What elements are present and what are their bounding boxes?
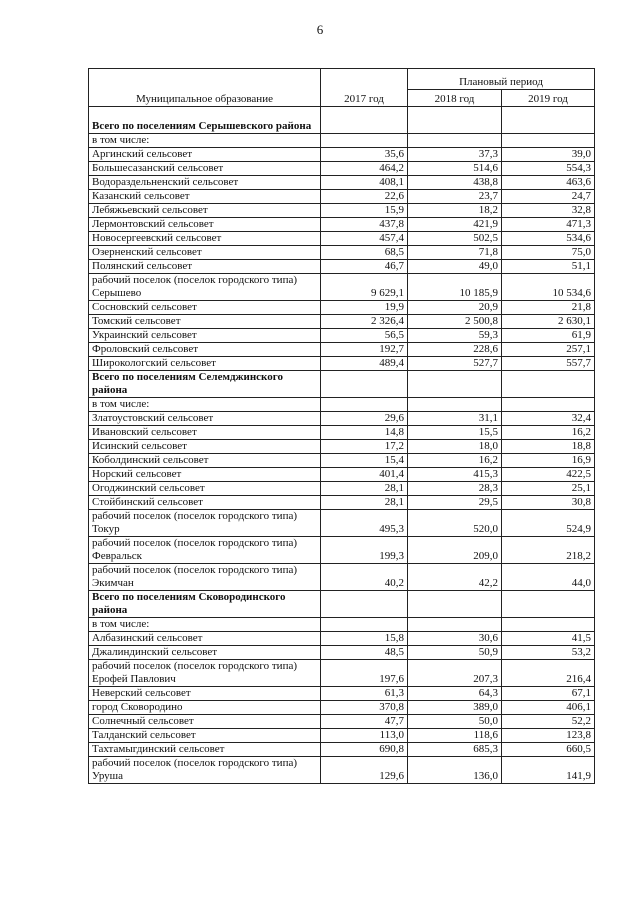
value-2019-cell [502, 371, 595, 398]
table-row [89, 743, 595, 757]
municipality-cell: город Сковородино [89, 701, 321, 715]
table-row [89, 496, 595, 510]
value-2019-cell: 10 534,6 [502, 274, 595, 301]
value-2019-cell: 67,1 [502, 687, 595, 701]
value-2017-cell: 489,4 [321, 357, 408, 371]
table-row [89, 757, 595, 784]
municipality-cell: Албазинский сельсовет [89, 632, 321, 646]
value-2017-cell: 68,5 [321, 246, 408, 260]
value-2018-cell: 10 185,9 [408, 274, 502, 301]
table-row [89, 274, 595, 301]
value-2017-cell: 28,1 [321, 496, 408, 510]
value-2019-cell: 406,1 [502, 701, 595, 715]
value-2017-cell: 56,5 [321, 329, 408, 343]
value-2017-cell: 690,8 [321, 743, 408, 757]
value-2017-cell: 29,6 [321, 412, 408, 426]
value-2019-cell: 61,9 [502, 329, 595, 343]
value-2017-cell: 192,7 [321, 343, 408, 357]
municipality-cell: Украинский сельсовет [89, 329, 321, 343]
value-2018-cell: 18,0 [408, 440, 502, 454]
table-header [89, 69, 595, 107]
value-2017-cell [321, 107, 408, 134]
value-2017-cell: 35,6 [321, 148, 408, 162]
table-row [89, 329, 595, 343]
value-2017-cell: 113,0 [321, 729, 408, 743]
municipality-cell: Лебяжьевский сельсовет [89, 204, 321, 218]
value-2018-cell: 49,0 [408, 260, 502, 274]
value-2018-cell: 527,7 [408, 357, 502, 371]
page-number: 6 [316, 22, 324, 37]
value-2019-cell: 554,3 [502, 162, 595, 176]
value-2019-cell: 44,0 [502, 564, 595, 591]
value-2019-cell: 660,5 [502, 743, 595, 757]
municipality-cell: Сосновский сельсовет [89, 301, 321, 315]
municipality-cell: Златоустовский сельсовет [89, 412, 321, 426]
municipality-cell: Норский сельсовет [89, 468, 321, 482]
table-row [89, 148, 595, 162]
table-row [89, 412, 595, 426]
table-row [89, 715, 595, 729]
value-2018-cell: 520,0 [408, 510, 502, 537]
value-2017-cell: 401,4 [321, 468, 408, 482]
value-2018-cell: 16,2 [408, 454, 502, 468]
budget-table [88, 68, 595, 784]
table-row [89, 315, 595, 329]
value-2018-cell: 42,2 [408, 564, 502, 591]
municipality-cell: Казанский сельсовет [89, 190, 321, 204]
table-row [89, 440, 595, 454]
value-2017-cell: 19,9 [321, 301, 408, 315]
value-2019-cell: 16,2 [502, 426, 595, 440]
municipality-cell: Ивановский сельсовет [89, 426, 321, 440]
value-2019-cell: 75,0 [502, 246, 595, 260]
value-2018-cell: 209,0 [408, 537, 502, 564]
table-row [89, 510, 595, 537]
municipality-cell: в том числе: [89, 618, 321, 632]
municipality-cell: Исинский сельсовет [89, 440, 321, 454]
value-2018-cell: 30,6 [408, 632, 502, 646]
value-2018-cell: 136,0 [408, 757, 502, 784]
value-2018-cell: 29,5 [408, 496, 502, 510]
municipality-cell: рабочий поселок (поселок городского типа) Уруша [89, 757, 321, 784]
header-municipality: Муниципальное образование [89, 69, 321, 107]
value-2019-cell [502, 618, 595, 632]
value-2018-cell [408, 371, 502, 398]
header-year-2017: 2017 год [321, 69, 408, 107]
value-2018-cell [408, 618, 502, 632]
table-row [89, 454, 595, 468]
table-row [89, 646, 595, 660]
value-2018-cell: 118,6 [408, 729, 502, 743]
table-row [89, 260, 595, 274]
value-2017-cell: 408,1 [321, 176, 408, 190]
value-2017-cell: 61,3 [321, 687, 408, 701]
value-2019-cell: 51,1 [502, 260, 595, 274]
value-2018-cell: 15,5 [408, 426, 502, 440]
municipality-cell: Солнечный сельсовет [89, 715, 321, 729]
value-2017-cell: 14,8 [321, 426, 408, 440]
value-2018-cell: 20,9 [408, 301, 502, 315]
table-row [89, 204, 595, 218]
value-2017-cell: 40,2 [321, 564, 408, 591]
value-2017-cell: 457,4 [321, 232, 408, 246]
value-2019-cell [502, 107, 595, 134]
municipality-cell: Неверский сельсовет [89, 687, 321, 701]
table-row [89, 482, 595, 496]
value-2018-cell: 438,8 [408, 176, 502, 190]
value-2018-cell: 2 500,8 [408, 315, 502, 329]
value-2018-cell: 18,2 [408, 204, 502, 218]
municipality-cell: Талданский сельсовет [89, 729, 321, 743]
value-2019-cell [502, 591, 595, 618]
municipality-cell: Озерненский сельсовет [89, 246, 321, 260]
value-2017-cell: 197,6 [321, 660, 408, 687]
value-2018-cell: 514,6 [408, 162, 502, 176]
municipality-cell: Фроловский сельсовет [89, 343, 321, 357]
value-2019-cell: 32,4 [502, 412, 595, 426]
municipality-cell: в том числе: [89, 398, 321, 412]
value-2018-cell: 23,7 [408, 190, 502, 204]
municipality-cell: Джалиндинский сельсовет [89, 646, 321, 660]
value-2017-cell: 46,7 [321, 260, 408, 274]
municipality-cell: Широкологский сельсовет [89, 357, 321, 371]
municipality-cell: Полянский сельсовет [89, 260, 321, 274]
value-2019-cell: 30,8 [502, 496, 595, 510]
value-2019-cell: 32,8 [502, 204, 595, 218]
value-2017-cell: 17,2 [321, 440, 408, 454]
value-2019-cell: 25,1 [502, 482, 595, 496]
value-2017-cell: 370,8 [321, 701, 408, 715]
value-2018-cell: 31,1 [408, 412, 502, 426]
table-row [89, 426, 595, 440]
table-row [89, 729, 595, 743]
table-row [89, 134, 595, 148]
value-2017-cell: 9 629,1 [321, 274, 408, 301]
value-2017-cell: 464,2 [321, 162, 408, 176]
table-row [89, 537, 595, 564]
municipality-cell: Лермонтовский сельсовет [89, 218, 321, 232]
value-2017-cell: 2 326,4 [321, 315, 408, 329]
value-2018-cell: 50,9 [408, 646, 502, 660]
table-group-row [89, 107, 595, 134]
value-2017-cell: 199,3 [321, 537, 408, 564]
municipality-cell: Большесазанский сельсовет [89, 162, 321, 176]
municipality-cell: Новосергеевский сельсовет [89, 232, 321, 246]
value-2018-cell: 502,5 [408, 232, 502, 246]
value-2019-cell: 123,8 [502, 729, 595, 743]
municipality-cell: рабочий поселок (поселок городского типа) Экимчан [89, 564, 321, 591]
municipality-cell: в том числе: [89, 134, 321, 148]
value-2018-cell [408, 591, 502, 618]
value-2019-cell: 41,5 [502, 632, 595, 646]
value-2019-cell: 534,6 [502, 232, 595, 246]
value-2019-cell: 141,9 [502, 757, 595, 784]
municipality-cell: Водораздельненский сельсовет [89, 176, 321, 190]
value-2019-cell [502, 134, 595, 148]
municipality-cell: Коболдинский сельсовет [89, 454, 321, 468]
municipality-cell: Всего по поселениям Селемджинского района [89, 371, 321, 398]
value-2017-cell [321, 591, 408, 618]
table-row [89, 176, 595, 190]
value-2018-cell [408, 107, 502, 134]
table-row [89, 357, 595, 371]
value-2017-cell: 15,4 [321, 454, 408, 468]
municipality-cell: Аргинский сельсовет [89, 148, 321, 162]
value-2018-cell: 685,3 [408, 743, 502, 757]
value-2018-cell [408, 398, 502, 412]
value-2017-cell: 22,6 [321, 190, 408, 204]
table-row [89, 398, 595, 412]
table-row [89, 564, 595, 591]
value-2018-cell: 64,3 [408, 687, 502, 701]
value-2019-cell: 24,7 [502, 190, 595, 204]
value-2019-cell [502, 398, 595, 412]
municipality-cell: рабочий поселок (поселок городского типа) Серышево [89, 274, 321, 301]
municipality-cell: рабочий поселок (поселок городского типа) Ерофей Павлович [89, 660, 321, 687]
municipality-cell: Огоджинский сельсовет [89, 482, 321, 496]
value-2019-cell: 257,1 [502, 343, 595, 357]
value-2018-cell: 415,3 [408, 468, 502, 482]
value-2019-cell: 52,2 [502, 715, 595, 729]
value-2017-cell: 129,6 [321, 757, 408, 784]
table-row [89, 162, 595, 176]
table-row [89, 301, 595, 315]
municipality-cell: Всего по поселениям Серышевского района [89, 107, 321, 134]
value-2018-cell: 71,8 [408, 246, 502, 260]
table-row [89, 468, 595, 482]
value-2019-cell: 21,8 [502, 301, 595, 315]
value-2018-cell: 28,3 [408, 482, 502, 496]
table-row [89, 701, 595, 715]
table-row [89, 618, 595, 632]
municipality-cell: Тахтамыгдинский сельсовет [89, 743, 321, 757]
value-2017-cell: 48,5 [321, 646, 408, 660]
value-2018-cell: 37,3 [408, 148, 502, 162]
table-row [89, 190, 595, 204]
value-2019-cell: 218,2 [502, 537, 595, 564]
value-2017-cell [321, 618, 408, 632]
municipality-cell: Всего по поселениям Сковородинского района [89, 591, 321, 618]
table-body [89, 107, 595, 784]
value-2019-cell: 53,2 [502, 646, 595, 660]
value-2017-cell: 15,8 [321, 632, 408, 646]
value-2018-cell [408, 134, 502, 148]
value-2019-cell: 471,3 [502, 218, 595, 232]
table-row [89, 232, 595, 246]
value-2019-cell: 422,5 [502, 468, 595, 482]
table-row [89, 687, 595, 701]
value-2019-cell: 463,6 [502, 176, 595, 190]
value-2019-cell: 18,8 [502, 440, 595, 454]
value-2018-cell: 228,6 [408, 343, 502, 357]
value-2017-cell: 15,9 [321, 204, 408, 218]
value-2018-cell: 50,0 [408, 715, 502, 729]
table-row [89, 632, 595, 646]
value-2018-cell: 207,3 [408, 660, 502, 687]
value-2019-cell: 16,9 [502, 454, 595, 468]
municipality-cell: Стойбинский сельсовет [89, 496, 321, 510]
value-2017-cell: 437,8 [321, 218, 408, 232]
header-year-2018: 2018 год [408, 90, 502, 107]
value-2017-cell [321, 371, 408, 398]
value-2017-cell: 47,7 [321, 715, 408, 729]
value-2017-cell: 28,1 [321, 482, 408, 496]
value-2019-cell: 39,0 [502, 148, 595, 162]
table-row [89, 660, 595, 687]
value-2018-cell: 421,9 [408, 218, 502, 232]
header-planning-period: Плановый период [408, 69, 595, 90]
header-year-2019: 2019 год [502, 90, 595, 107]
value-2019-cell: 2 630,1 [502, 315, 595, 329]
municipality-cell: рабочий поселок (поселок городского типа) Токур [89, 510, 321, 537]
value-2017-cell [321, 398, 408, 412]
value-2019-cell: 557,7 [502, 357, 595, 371]
value-2018-cell: 389,0 [408, 701, 502, 715]
value-2017-cell: 495,3 [321, 510, 408, 537]
municipality-cell: Томский сельсовет [89, 315, 321, 329]
table-row [89, 343, 595, 357]
value-2019-cell: 216,4 [502, 660, 595, 687]
value-2018-cell: 59,3 [408, 329, 502, 343]
municipality-cell: рабочий поселок (поселок городского типа) Февральск [89, 537, 321, 564]
table-row [89, 218, 595, 232]
table-row [89, 246, 595, 260]
value-2019-cell: 524,9 [502, 510, 595, 537]
table-group-row [89, 591, 595, 618]
value-2017-cell [321, 134, 408, 148]
table-group-row [89, 371, 595, 398]
